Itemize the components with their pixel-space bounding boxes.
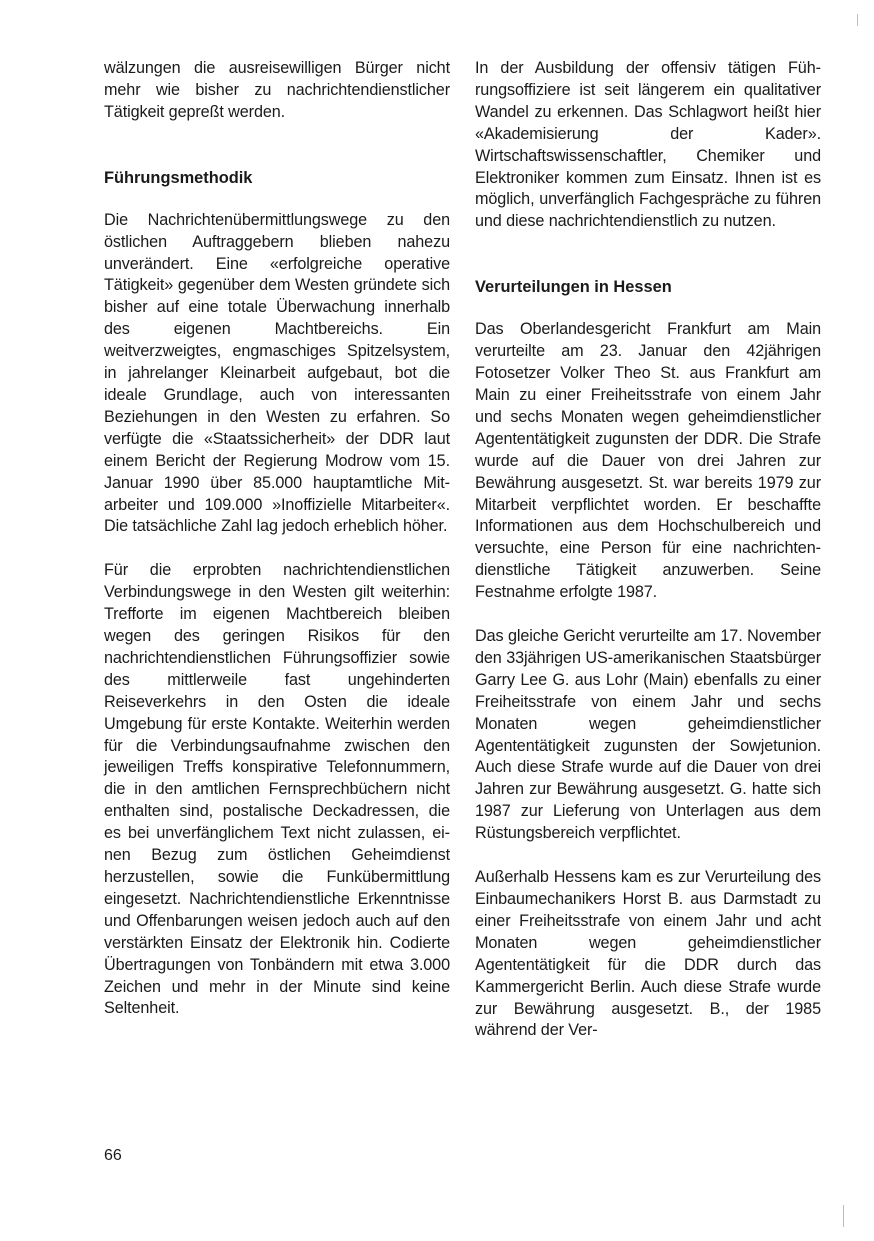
left-column [104, 58, 450, 1042]
paragraph: Das Oberlandesgericht Frankfurt am Main verurteilte am 23. Januar den 42jährigen Fotosetzer Volker Theo St. aus Frankfurt am Main zu einer Freiheitsstrafe von einem Jahr und sechs Monaten wegen geheimdienstlicher Agententätigkeit zugunsten der DDR. Die Strafe wurde auf die Dauer von drei Jahren zur Bewährung ausgesetzt. St. war bereits 1979 zur Mitarbeit verpflichtet worden. Er beschaffte Informationen aus dem Hochschulbereich und versuchte, eine Person für eine nachrichtendienstliche Tätigkeit anzuwerben. Seine Festnahme erfolgte 1987. [475, 320, 821, 602]
scan-edge-mark [857, 14, 858, 26]
paragraph: In der Ausbildung der offensiv tätigen Führungsoffiziere ist seit längerem ein qualitativer Wandel zu erkennen. Das Schlagwort heißt hier «Akademisierung der Kader». Wirtschaftswissenschaftler, Chemiker und Elektroniker kommen zum Einsatz. Ihnen ist es möglich, unverfänglich Fachgespräche zu führen und diese nachrichtendienstlich zu nutzen. [475, 59, 821, 231]
paragraph: Für die erprobten nachrichtendienstlichen Verbindungswege in den Westen gilt weiterhin: Trefforte im eigenen Machtbereich bleiben wegen des geringen Risikos für den nachrichtendienstlichen Führungsoffizier sowie des mittlerweile fast ungehinderten Reiseverkehrs in den Osten die ideale Umgebung für erste Kontakte. Weiterhin werden für die Verbindungsaufnahme zwischen den jeweiligen Treffs konspirative Telefonnummern, die in den amtlichen Fernsprechbüchern nicht enthalten sind, postalische Deckadressen, die es bei unverfänglichem Text nicht zulassen, einen Bezug zum östlichen Geheimdienst herzustellen, sowie die Funkübermittlung eingesetzt. Nachrichtendienstliche Erkenntnisse und Offenbarungen weisen jedoch auch auf den verstärkten Einsatz der Elektronik hin. Codierte Übertragungen von Tonbändern mit etwa 3.000 Zeichen und mehr in der Minute sind keine Seltenheit. [104, 561, 450, 1018]
section-heading-verurteilungen: Verurteilungen in Hessen [475, 278, 672, 297]
page-number: 66 [104, 1147, 122, 1164]
paragraph: wälzungen die ausreisewilligen Bürger nicht mehr wie bisher zu nachrichtendienstlicher Tätigkeit gepreßt werden. [104, 59, 450, 121]
paragraph: Das gleiche Gericht verurteilte am 17. November den 33jährigen US-amerikanischen Staatsbürger Garry Lee G. aus Lohr (Main) ebenfalls zu einer Freiheitsstrafe von einem Jahr und sechs Monaten wegen geheimdienstlicher Agententätigkeit zugunsten der Sowjetunion. Auch diese Strafe wurde auf die Dauer von drei Jahren zur Bewährung ausgesetzt. G. hatte sich 1987 zur Lieferung von Unterlagen aus dem Rüstungsbereich verpflichtet. [475, 627, 821, 843]
paragraph: Außerhalb Hessens kam es zur Verurteilung des Einbaumechanikers Horst B. aus Darmstadt zu einer Freiheitsstrafe von einem Jahr und acht Monaten wegen geheimdienstlicher Agententätigkeit für die DDR durch das Kammergericht Berlin. Auch diese Strafe wurde zur Bewährung ausgesetzt. B., der 1985 während der Ver- [475, 868, 821, 1040]
paragraph: Die Nachrichtenübermittlungswege zu den östlichen Auftraggebern blieben nahezu unverändert. Eine «erfolgreiche operative Tätigkeit» gegenüber dem Westen gründete sich bisher auf eine totale Überwachung innerhalb des eigenen Machtbereichs. Ein weitverzweigtes, engmaschiges Spitzelsystem, in jahrelanger Kleinarbeit aufgebaut, bot die ideale Grundlage, auch von interessanten Beziehungen in den Westen zu erfahren. So verfügte die «Staatssicherheit» der DDR laut einem Bericht der Regierung Modrow vom 15. Januar 1990 über 85.000 hauptamtliche Mitarbeiter und 109.000 »Inoffizielle Mitarbeiter«. Die tatsächliche Zahl lag jedoch erheblich höher. [104, 210, 450, 536]
right-column [475, 58, 821, 1064]
scan-edge-mark [843, 1205, 844, 1227]
section-heading-fuehrungsmethodik: Führungsmethodik [104, 168, 253, 187]
